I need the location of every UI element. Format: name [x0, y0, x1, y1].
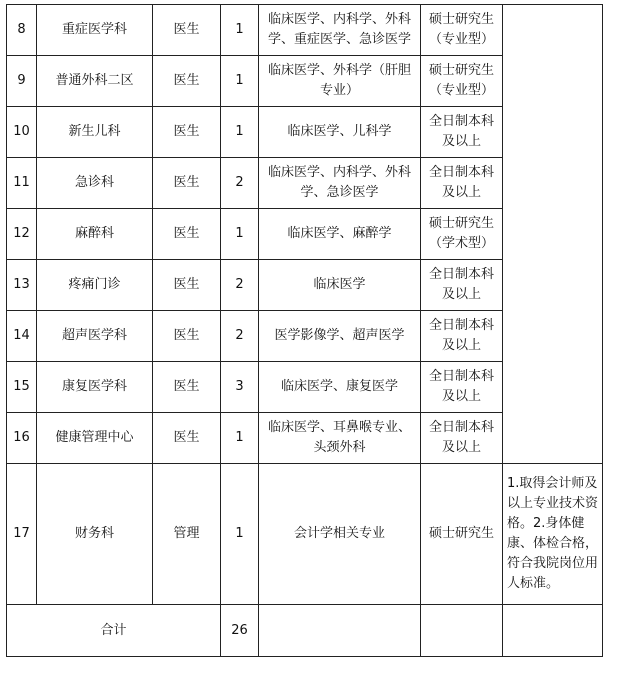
major: 医学影像学、超声医学: [259, 311, 421, 362]
education: 全日制本科及以上: [421, 362, 503, 413]
position-type: 医生: [153, 158, 221, 209]
education: 硕士研究生（专业型）: [421, 56, 503, 107]
education: 全日制本科及以上: [421, 413, 503, 464]
empty-cell: [421, 605, 503, 657]
headcount: 3: [221, 362, 259, 413]
department: 新生儿科: [37, 107, 153, 158]
department: 超声医学科: [37, 311, 153, 362]
education: 硕士研究生: [421, 464, 503, 605]
department: 急诊科: [37, 158, 153, 209]
headcount: 1: [221, 56, 259, 107]
headcount: 1: [221, 413, 259, 464]
row-number: 16: [7, 413, 37, 464]
empty-cell: [503, 605, 603, 657]
headcount: 1: [221, 209, 259, 260]
headcount: 1: [221, 107, 259, 158]
education: 硕士研究生（学术型）: [421, 209, 503, 260]
total-count: 26: [221, 605, 259, 657]
major: 临床医学、内科学、外科学、重症医学、急诊医学: [259, 5, 421, 56]
position-type: 管理: [153, 464, 221, 605]
education: 全日制本科及以上: [421, 260, 503, 311]
position-type: 医生: [153, 209, 221, 260]
department: 康复医学科: [37, 362, 153, 413]
department: 普通外科二区: [37, 56, 153, 107]
headcount: 1: [221, 464, 259, 605]
total-row: [7, 605, 603, 657]
major: 会计学相关专业: [259, 464, 421, 605]
recruitment-table: [6, 4, 603, 657]
requirements-note: 1.取得会计师及以上专业技术资格。2.身体健康、体检合格，符合我院岗位用人标准。: [503, 464, 603, 605]
row-number: 12: [7, 209, 37, 260]
row-number: 9: [7, 56, 37, 107]
position-type: 医生: [153, 107, 221, 158]
row-number: 10: [7, 107, 37, 158]
education: 全日制本科及以上: [421, 311, 503, 362]
department: 财务科: [37, 464, 153, 605]
row-number: 17: [7, 464, 37, 605]
position-type: 医生: [153, 56, 221, 107]
position-type: 医生: [153, 413, 221, 464]
row-number: 15: [7, 362, 37, 413]
table-row: [7, 464, 603, 605]
major: 临床医学、耳鼻喉专业、头颈外科: [259, 413, 421, 464]
department: 麻醉科: [37, 209, 153, 260]
department: 重症医学科: [37, 5, 153, 56]
empty-cell: [259, 605, 421, 657]
row-number: 14: [7, 311, 37, 362]
major: 临床医学: [259, 260, 421, 311]
notes-cell-empty: [503, 5, 603, 464]
major: 临床医学、儿科学: [259, 107, 421, 158]
education: 全日制本科及以上: [421, 158, 503, 209]
department: 疼痛门诊: [37, 260, 153, 311]
total-label: 合计: [7, 605, 221, 657]
row-number: 8: [7, 5, 37, 56]
headcount: 2: [221, 260, 259, 311]
position-type: 医生: [153, 260, 221, 311]
row-number: 13: [7, 260, 37, 311]
row-number: 11: [7, 158, 37, 209]
education: 全日制本科及以上: [421, 107, 503, 158]
table-row: [7, 5, 603, 56]
position-type: 医生: [153, 311, 221, 362]
position-type: 医生: [153, 5, 221, 56]
education: 硕士研究生（专业型）: [421, 5, 503, 56]
headcount: 2: [221, 158, 259, 209]
department: 健康管理中心: [37, 413, 153, 464]
major: 临床医学、康复医学: [259, 362, 421, 413]
position-type: 医生: [153, 362, 221, 413]
major: 临床医学、外科学（肝胆专业）: [259, 56, 421, 107]
major: 临床医学、内科学、外科学、急诊医学: [259, 158, 421, 209]
headcount: 1: [221, 5, 259, 56]
headcount: 2: [221, 311, 259, 362]
major: 临床医学、麻醉学: [259, 209, 421, 260]
